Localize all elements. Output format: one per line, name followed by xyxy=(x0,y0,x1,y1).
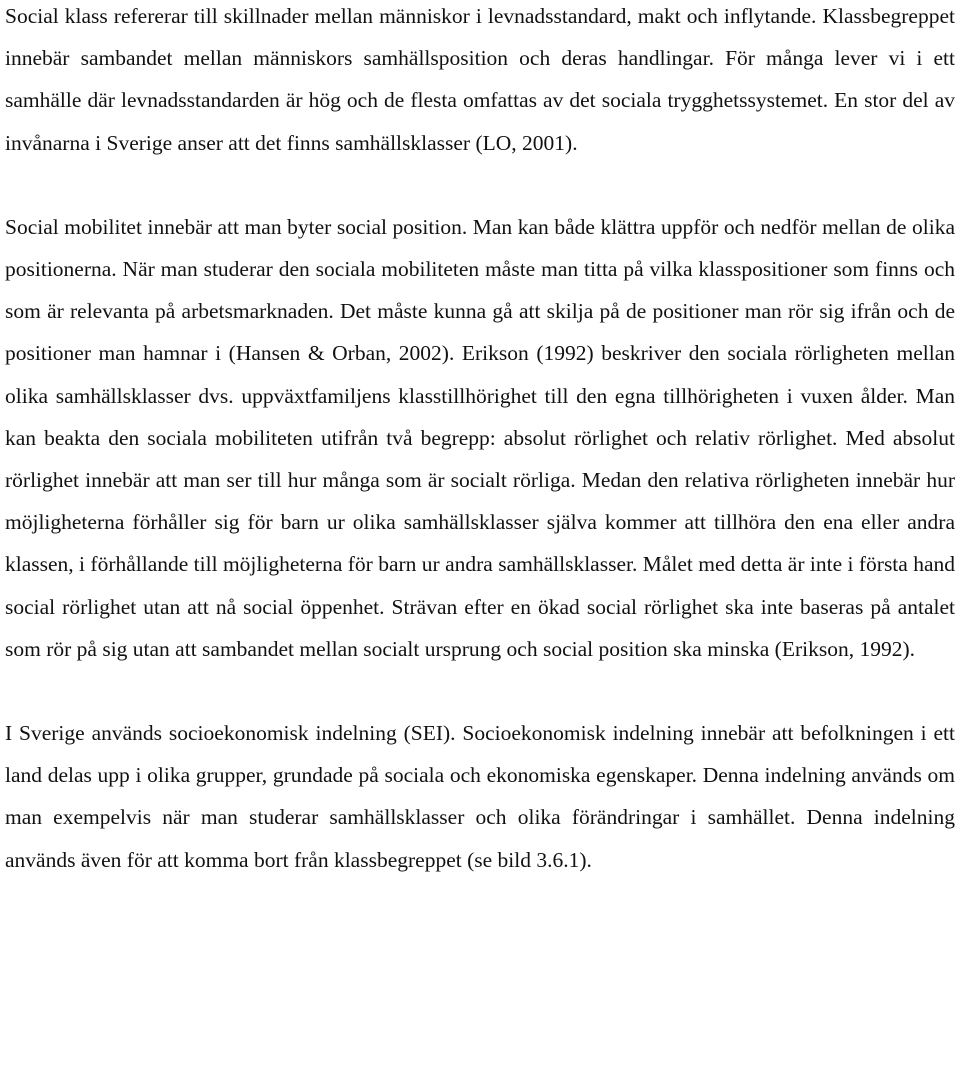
document-body xyxy=(5,0,955,881)
paragraph-social-class: Social klass refererar till skillnader mellan människor i levnadsstandard, makt och inflytande. Klassbegreppet innebär sambandet mellan människors samhällsposition och deras handlingar. För många lever vi i ett samhälle där levnadsstandarden är hög och de flesta omfattas av det sociala trygghetssystemet. En stor del av invånarna i Sverige anser att det finns samhällsklasser (LO, 2001). xyxy=(5,4,955,155)
paragraph-social-mobility: Social mobilitet innebär att man byter social position. Man kan både klättra uppför och nedför mellan de olika positionerna. När man studerar den sociala mobiliteten måste man titta på vilka klasspositioner som finns och som är relevanta på arbetsmarknaden. Det måste kunna gå att skilja på de positioner man rör sig ifrån och de positioner man hamnar i (Hansen & Orban, 2002). Erikson (1992) beskriver den sociala rörligheten mellan olika samhällsklasser dvs. uppväxtfamiljens klasstillhörighet till den egna tillhörigheten i vuxen ålder. Man kan beakta den sociala mobiliteten utifrån två begrepp: absolut rörlighet och relativ rörlighet. Med absolut rörlighet innebär att man ser till hur många som är socialt rörliga. Medan den relativa rörligheten innebär hur möjligheterna förhåller sig för barn ur olika samhällsklasser själva kommer att tillhöra den ena eller andra klassen, i förhållande till möjligheterna för barn ur andra samhällsklasser. Målet med detta är inte i första hand social rörlighet utan att nå social öppenhet. Strävan efter en ökad social rörlighet ska inte baseras på antalet som rör på sig utan att sambandet mellan socialt ursprung och social position ska minska (Erikson, 1992). xyxy=(5,214,955,661)
paragraph-socioeconomic-classification: I Sverige används socioekonomisk indelning (SEI). Socioekonomisk indelning innebär att befolkningen i ett land delas upp i olika grupper, grundade på sociala och ekonomiska egenskaper. Denna indelning används om man exempelvis när man studerar samhällsklasser och olika förändringar i samhället. Denna indelning används även för att komma bort från klassbegreppet (se bild 3.6.1). xyxy=(5,721,955,872)
